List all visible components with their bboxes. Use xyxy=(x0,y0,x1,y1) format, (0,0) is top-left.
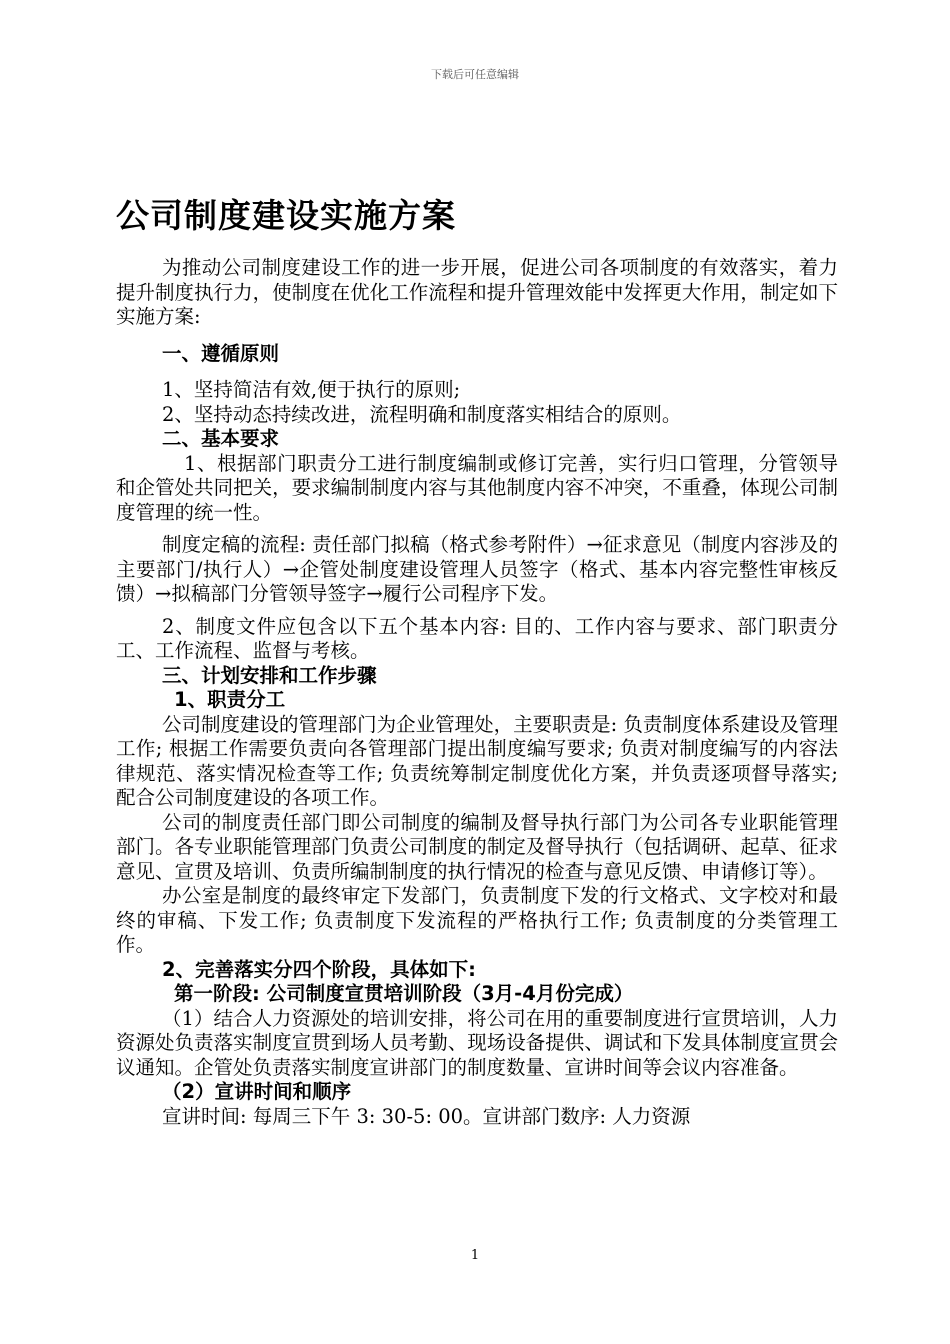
subsection-2-heading: 2、完善落实分四个阶段，具体如下: xyxy=(162,957,476,981)
subsection-1-heading: 1、职责分工 xyxy=(174,688,286,711)
section-2-paragraph-2: 制度定稿的流程: 责任部门拟稿（格式参考附件）→征求意见（制度内容涉及的主要部门/执行人）→企管处制度建设管理人员签字（格式、基本内容完整性审核反馈）→拟稿部门分管领导签字→履行公司程序下发。 xyxy=(116,533,838,605)
section-3-paragraph-4: （1）结合人力资源处的培训安排，将公司在用的重要制度进行宣贯培训，人力资源处负责落实制度宣贯到场人员考勤、现场设备提供、调试和下发具体制度宣贯会议通知。企管处负责落实制度宣讲部门的制度数量、宣讲时间等会议内容准备。 xyxy=(116,1006,838,1079)
section-3-paragraph-1: 公司制度建设的管理部门为企业管理处，主要职责是: 负责制度体系建设及管理工作; 根据工作需要负责向各管理部门提出制度编写要求; 负责对制度编写的内容法律规范、落实情况检查等工作; 负责统筹制定制度优化方案，并负责逐项督导落实; 配合公司制度建设的各项工作。 xyxy=(116,712,838,809)
section-3-paragraph-3: 办公室是制度的最终审定下发部门，负责制度下发的行文格式、文字校对和最终的审稿、下发工作; 负责制度下发流程的严格执行工作; 负责制度的分类管理工作。 xyxy=(116,884,838,956)
section-1-item-1: 1、坚持简洁有效,便于执行的原则; xyxy=(162,378,461,401)
section-3-paragraph-5: 宣讲时间: 每周三下午 3: 30-5: 00。宣讲部门数序: 人力资源 xyxy=(162,1104,691,1128)
section-3-heading: 三、计划安排和工作步骤 xyxy=(162,663,377,687)
section-2-paragraph-1: 1、根据部门职责分工进行制度编制或修订完善，实行归口管理，分管领导和企管处共同把关，要求编制制度内容与其他制度内容不冲突，不重叠，体现公司制度管理的统一性。 xyxy=(116,451,838,524)
section-2-paragraph-3: 2、制度文件应包含以下五个基本内容: 目的、工作内容与要求、部门职责分工、工作流程、监督与考核。 xyxy=(116,614,838,662)
page-header: 下载后可任意编辑 xyxy=(431,68,519,81)
document-title: 公司制度建设实施方案 xyxy=(116,196,456,235)
section-2-heading: 二、基本要求 xyxy=(162,427,280,450)
subsection-3-heading: （2）宣讲时间和顺序 xyxy=(162,1080,352,1103)
intro-paragraph: 为推动公司制度建设工作的进一步开展，促进公司各项制度的有效落实，着力提升制度执行力，使制度在优化工作流程和提升管理效能中发挥更大作用，制定如下实施方案: xyxy=(116,256,838,328)
stage-1-heading: 第一阶段: 公司制度宣贯培训阶段（3月-4月份完成） xyxy=(174,982,634,1005)
section-3-paragraph-2: 公司的制度责任部门即公司制度的编制及督导执行部门为公司各专业职能管理部门。各专业职能管理部门负责公司制度的制定及督导执行（包括调研、起草、征求意见、宣贯及培训、负责所编制制度的执行情况的检查与意见反馈、申请修订等）。 xyxy=(116,810,838,883)
section-1-item-2: 2、坚持动态持续改进，流程明确和制度落实相结合的原则。 xyxy=(162,402,682,426)
page-number: 1 xyxy=(470,1248,480,1263)
document-body xyxy=(116,256,838,1129)
section-1-heading: 一、遵循原则 xyxy=(162,341,280,365)
